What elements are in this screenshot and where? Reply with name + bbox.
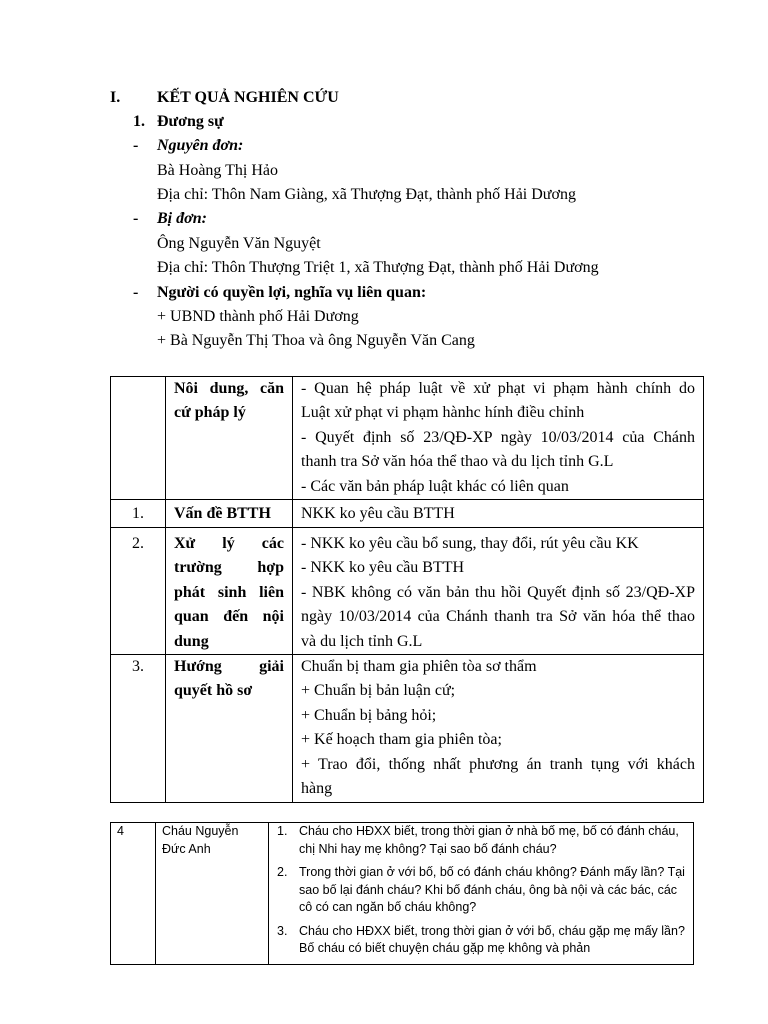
table-row [111,823,694,965]
table-row [111,377,704,500]
list-item [275,864,687,917]
plaintiff-bullet: - [133,137,139,154]
content-line: Luật xử phạt vi phạm hànhc hính điều chỉnh [301,404,585,422]
defendant-address: Địa chỉ: Thôn Thượng Triệt 1, xã Thượng Đạt, thành phố Hải Dương [157,259,599,276]
related-item: + Bà Nguyễn Thị Thoa và ông Nguyễn Văn Cang [157,332,475,349]
question-number: 2. [277,865,288,879]
content-line: - Quyết định số 23/QĐ-XP ngày 10/03/2014 của Chánh [301,428,695,446]
list-item [275,823,687,858]
list-item [275,923,687,958]
case-analysis-table [110,376,704,803]
related-bullet: - [133,284,139,301]
section-numeral: I. [110,89,121,106]
content-line: - NKK ko yêu cầu bổ sung, thay đổi, rút yêu cầu KK [301,535,639,553]
table-row [111,500,704,528]
question-text: Trong thời gian ở với bố, bố có đánh cháu không? Đánh mấy lần? Tại sao bố lại đánh cháu? Khi bố đánh cháu, ông bà nội và các bác, các cô có can ngăn bố cháu không? [299,865,685,914]
related-label: Người có quyền lợi, nghĩa vụ liên quan: [157,284,427,301]
content-line: + Chuẩn bị bản luận cứ; [301,682,456,700]
plaintiff-label: Nguyên đơn: [157,137,244,154]
content-line: - NKK ko yêu cầu BTTH [301,559,465,577]
defendant-label: Bị đơn: [157,210,207,227]
defendant-bullet: - [133,210,139,227]
plaintiff-address: Địa chỉ: Thôn Nam Giàng, xã Thượng Đạt, thành phố Hải Dương [157,186,576,203]
section-title: KẾT QUẢ NGHIÊN CỨU [157,89,339,106]
content-line: ngày 10/03/2014 của Chánh thanh tra Sở văn hóa thể thao [301,608,695,626]
question-text: Cháu cho HĐXX biết, trong thời gian ở nhà bố mẹ, bố có đánh cháu, chị Nhi hay mẹ không? Tại sao bố đánh cháu? [299,824,679,856]
defendant-name: Ông Nguyễn Văn Nguyệt [157,235,321,252]
subsection-number: 1. [133,113,145,130]
row-label: Vấn đề BTTH [166,500,293,528]
row-content [293,528,704,655]
plaintiff-name: Bà Hoàng Thị Hảo [157,162,279,179]
table-row [111,655,704,802]
content-line: + Trao đổi, thống nhất phương án tranh tụng với khách [301,755,695,773]
row-number: 2. [111,528,166,655]
row-content [293,500,704,528]
question-number: 1. [277,824,288,838]
question-number: 3. [277,923,288,938]
question-list [269,823,694,965]
row-number: 4 [111,823,156,965]
witness-name: Cháu Nguyễn Đức Anh [156,823,269,965]
row-number: 1. [111,500,166,528]
question-text: Cháu cho HĐXX biết, trong thời gian ở với bố, cháu gặp mẹ mấy lần? Bố cháu có biết chuyện cháu gặp mẹ không và phản [299,923,685,955]
row-content [293,655,704,802]
content-line: hàng [301,780,333,798]
row-content [293,377,704,500]
row-label: Xử lý các trường hợp phát sinh liên quan đến nội dung [166,528,293,655]
table-row [111,528,704,655]
row-number [111,377,166,500]
content-line: NKK ko yêu cầu BTTH [301,505,455,523]
subsection-title: Đương sự [157,113,224,130]
content-line: - NBK không có văn bản thu hồi Quyết định số 23/QĐ-XP [301,583,695,601]
content-line: - Quan hệ pháp luật về xử phạt vi phạm hành chính do [301,380,695,397]
row-label: Nôi dung, căn cứ pháp lý [166,377,293,500]
row-label: Hướng giải quyết hồ sơ [166,655,293,802]
content-line: thanh tra Sở văn hóa thể thao và du lịch tỉnh G.L [301,453,614,471]
content-line: + Kế hoạch tham gia phiên tòa; [301,731,502,749]
witness-questions-table [110,822,694,965]
content-line: + Chuẩn bị bảng hỏi; [301,706,437,724]
content-line: và du lịch tỉnh G.L [301,632,423,650]
row-number: 3. [111,655,166,802]
related-item: + UBND thành phố Hải Dương [157,308,359,325]
content-line: - Các văn bản pháp luật khác có liên quan [301,477,569,495]
content-line: Chuẩn bị tham gia phiên tòa sơ thẩm [301,658,537,676]
